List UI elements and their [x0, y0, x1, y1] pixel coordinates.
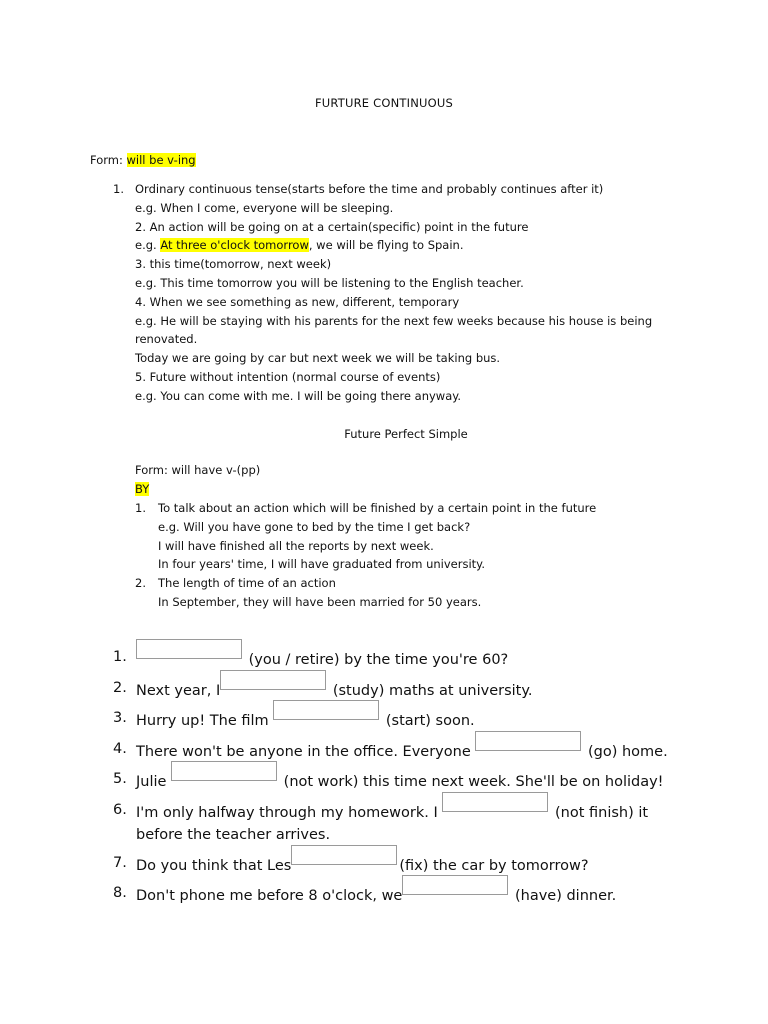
answer-input-8[interactable] [402, 875, 508, 895]
example-line: e.g. This time tomorrow you will be listening to the English teacher. [135, 275, 524, 290]
answer-input-2[interactable] [220, 670, 326, 690]
example-line: I will have finished all the reports by next week. [158, 538, 434, 553]
exercise-text-before: I'm only halfway through my homework. I [136, 804, 443, 821]
list-item-body [135, 180, 673, 406]
usage-line: 4. When we see something as new, different, temporary [135, 294, 460, 309]
answer-input-1[interactable] [136, 639, 242, 659]
exercise-text-after: (study) maths at university. [328, 682, 533, 699]
form-value-highlight: will be v-ing [126, 153, 196, 167]
example-line: In four years' time, I will have graduated from university. [158, 557, 485, 572]
form-line-future-continuous [90, 151, 196, 170]
exercise-item-1 [113, 646, 683, 672]
example-line: e.g. When I come, everyone will be sleeping. [135, 200, 394, 215]
answer-input-6[interactable] [442, 792, 548, 812]
page-title: FURTURE CONTINUOUS [314, 96, 454, 110]
list-item [135, 499, 695, 574]
usage-line: To talk about an action which will be finished by a certain point in the future [158, 501, 597, 515]
usage-line: Ordinary continuous tense(starts before the time and probably continues after it) [135, 182, 604, 196]
example-line: Today we are going by car but next week we will be taking bus. [135, 351, 501, 366]
example-highlight: At three o'clock tomorrow [160, 238, 309, 253]
exercise-item-7 [113, 852, 683, 878]
list-number: 1. [135, 501, 146, 515]
example-line [135, 236, 673, 255]
exercise-number: 3. [113, 710, 127, 726]
form-text: Form: will have v-(pp) [135, 463, 261, 477]
example-line: e.g. Will you have gone to bed by the time I get back? [158, 519, 471, 534]
example-line: In September, they will have been married for 50 years. [158, 594, 482, 609]
exercise-text-before: Do you think that Les [136, 857, 292, 874]
list-item [135, 574, 695, 612]
example-line: e.g. You can come with me. I will be going there anyway. [135, 388, 462, 403]
section-title-future-perfect: Future Perfect Simple [344, 427, 468, 441]
form-line-future-perfect [135, 461, 260, 499]
exercise-number: 5. [113, 771, 127, 787]
exercise-text-after: (start) soon. [381, 713, 475, 729]
exercise-number: 1. [113, 649, 127, 665]
exercise-text-after: (not finish) it before the teacher arrives. [136, 804, 649, 843]
exercise-item-5 [113, 768, 683, 794]
by-line [135, 480, 260, 499]
exercise-list [113, 646, 683, 913]
usage-line: 3. this time(tomorrow, next week) [135, 257, 332, 272]
exercise-number: 2. [113, 679, 127, 696]
list-number: 2. [135, 576, 146, 591]
exercise-number: 7. [113, 854, 127, 871]
form-label: Form: [90, 153, 127, 167]
exercise-number: 4. [113, 740, 127, 757]
answer-input-7[interactable] [291, 845, 397, 865]
exercise-text-after: (you / retire) by the time you're 60? [244, 652, 509, 668]
exercise-item-3 [113, 707, 683, 733]
exercise-text-after: (go) home. [583, 743, 668, 760]
example-line: e.g. He will be staying with his parents for the next few weeks because his house is being renovated. [135, 313, 653, 347]
exercise-text-before: Don't phone me before 8 o'clock, we [136, 888, 403, 904]
exercise-item-4 [113, 738, 683, 764]
example-prefix: e.g. [135, 238, 161, 253]
exercise-text-after: (fix) the car by tomorrow? [399, 857, 589, 874]
exercise-number: 8. [113, 885, 127, 901]
usage-line: The length of time of an action [158, 576, 336, 591]
list-number: 1. [113, 182, 124, 196]
exercise-text-before: There won't be anyone in the office. Everyone [136, 743, 476, 760]
future-perfect-list [135, 499, 695, 612]
usage-line: 2. An action will be going on at a certain(specific) point in the future [135, 219, 529, 234]
example-suffix: , we will be flying to Spain. [308, 238, 464, 253]
exercise-text-after: (have) dinner. [510, 888, 617, 904]
exercise-item-8 [113, 882, 683, 908]
exercise-text-before: Julie [136, 774, 172, 790]
usage-line: 5. Future without intention (normal course of events) [135, 369, 441, 384]
answer-input-4[interactable] [475, 731, 581, 751]
exercise-number: 6. [113, 801, 127, 818]
answer-input-5[interactable] [171, 761, 277, 781]
exercise-text-before: Next year, I [136, 682, 221, 699]
by-highlight: BY [135, 481, 150, 496]
exercise-item-6 [113, 799, 683, 847]
answer-input-3[interactable] [273, 700, 379, 720]
exercise-text-after: (not work) this time next week. She'll be on holiday! [279, 774, 664, 790]
future-continuous-list [113, 180, 673, 406]
exercise-item-2 [113, 677, 683, 703]
exercise-text-before: Hurry up! The film [136, 713, 274, 729]
